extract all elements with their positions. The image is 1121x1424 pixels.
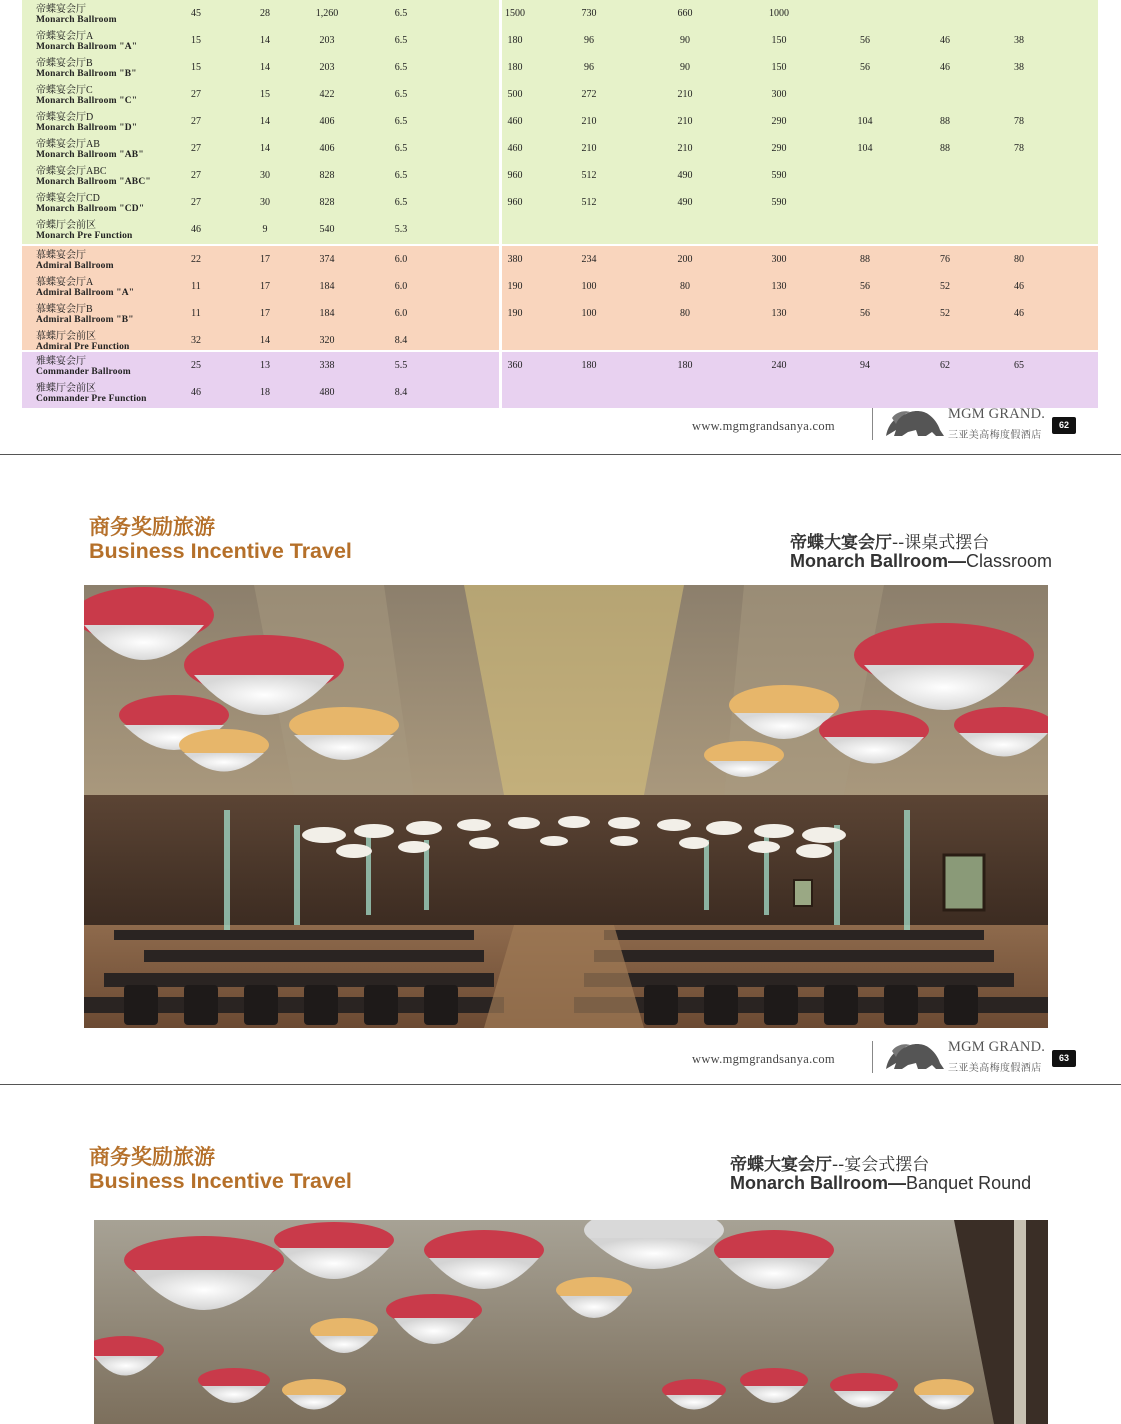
table-cell: 240: [771, 360, 787, 371]
table-cell: 14: [260, 62, 270, 73]
table-cell: 15: [191, 35, 201, 46]
table-cell: 22: [191, 254, 201, 265]
room-name-cn: 帝蝶厅会前区: [36, 220, 96, 231]
brand-name: MGM GRAND.: [948, 406, 1046, 422]
room-name-cn: 慕蝶宴会厅B: [36, 304, 93, 315]
room-name: [36, 86, 137, 106]
table-cell: 6.5: [394, 62, 408, 73]
table-cell: 90: [680, 35, 690, 46]
table-cell: 130: [771, 308, 787, 319]
table-cell: 512: [581, 170, 597, 181]
table-cell: 17: [260, 281, 270, 292]
table-cell: 88: [860, 254, 870, 265]
brand-name: MGM GRAND.: [948, 1039, 1046, 1055]
room-name-en: Monarch Ballroom "B": [36, 69, 137, 79]
table-cell: 14: [260, 35, 270, 46]
table-cell: 6.0: [394, 281, 408, 292]
table-cell: 32: [191, 335, 201, 346]
page-number: 62: [1052, 417, 1076, 434]
table-row: [22, 189, 1098, 216]
table-cell: 460: [507, 143, 523, 154]
room-name: [36, 167, 151, 187]
table-cell: 11: [191, 281, 201, 292]
table-cell: 78: [1014, 143, 1024, 154]
table-cell: 27: [191, 197, 201, 208]
room-name-en: Monarch Ballroom "C": [36, 96, 138, 106]
table-cell: 1500: [505, 8, 525, 19]
table-cell: 272: [581, 89, 597, 100]
room-name-cn: 慕蝶宴会厅A: [36, 277, 94, 288]
room-name-en: Monarch Ballroom "A": [36, 42, 138, 52]
ballroom-banquet-photo-icon: [94, 1220, 1048, 1424]
page-footer: [0, 1039, 1121, 1079]
table-cell: 6.5: [394, 170, 408, 181]
table-cell: 480: [319, 387, 335, 398]
table-row: [22, 108, 1098, 135]
table-cell: 490: [677, 170, 693, 181]
table-cell: 203: [319, 62, 335, 73]
room-name-en: Monarch Ballroom "ABC": [36, 177, 151, 187]
table-cell: 200: [677, 254, 693, 265]
table-cell: 590: [771, 170, 787, 181]
footer-divider: [872, 408, 873, 440]
table-row: [22, 135, 1098, 162]
table-cell: 80: [1014, 254, 1024, 265]
table-cell: 88: [940, 116, 950, 127]
table-cell: 27: [191, 89, 201, 100]
room-title-cn: [790, 528, 989, 553]
table-cell: 460: [507, 116, 523, 127]
table-cell: 210: [677, 89, 693, 100]
table-cell: 422: [319, 89, 335, 100]
page-number: 63: [1052, 1050, 1076, 1067]
room-name-cn: 帝蝶大宴会厅: [790, 533, 892, 553]
table-cell: 6.5: [394, 116, 408, 127]
table-cell: 290: [771, 143, 787, 154]
section-title-cn: 商务奖励旅游: [89, 515, 215, 539]
table-cell: 13: [260, 360, 270, 371]
table-cell: 56: [860, 35, 870, 46]
room-name-cn: 雅蝶厅会前区: [36, 383, 96, 394]
room-name-en: Commander Pre Function: [36, 394, 147, 404]
website-url[interactable]: www.mgmgrandsanya.com: [692, 419, 835, 433]
room-name: [36, 384, 147, 404]
table-cell: 960: [507, 170, 523, 181]
room-name: [36, 305, 134, 325]
room-name: [36, 221, 133, 241]
table-cell: 290: [771, 116, 787, 127]
room-name-en: Admiral Ballroom "A": [36, 288, 135, 298]
table-cell: 14: [260, 143, 270, 154]
room-title-en: [790, 551, 1052, 572]
table-cell: 46: [191, 224, 201, 235]
table-group-green: [22, 0, 1098, 244]
room-name-en: Monarch Ballroom "AB": [36, 150, 144, 160]
room-name-cn: 帝蝶宴会厅CD: [36, 193, 100, 204]
table-cell: 590: [771, 197, 787, 208]
table-cell: 62: [940, 360, 950, 371]
table-cell: 17: [260, 308, 270, 319]
footer-divider: [872, 1041, 873, 1073]
table-row: [22, 300, 1098, 327]
room-name-en: Commander Ballroom: [36, 367, 131, 377]
table-cell: 56: [860, 308, 870, 319]
table-cell: 374: [319, 254, 335, 265]
brand-subtitle: 三亚美高梅度假酒店: [948, 430, 1042, 441]
table-cell: 150: [771, 62, 787, 73]
table-cell: 11: [191, 308, 201, 319]
table-cell: 360: [507, 360, 523, 371]
table-cell: 25: [191, 360, 201, 371]
room-name: [36, 140, 144, 160]
room-name-en: Admiral Pre Function: [36, 342, 130, 352]
table-cell: 190: [507, 281, 523, 292]
table-cell: 100: [581, 308, 597, 319]
table-cell: 490: [677, 197, 693, 208]
ballroom-classroom-photo-icon: [84, 585, 1048, 1028]
table-cell: 130: [771, 281, 787, 292]
room-name: [36, 278, 134, 298]
capacity-table: [22, 0, 1098, 408]
room-name-en: Admiral Ballroom: [36, 261, 114, 271]
table-cell: 210: [677, 116, 693, 127]
table-cell: 17: [260, 254, 270, 265]
table-cell: 27: [191, 116, 201, 127]
room-name-cn: 帝蝶宴会厅ABC: [36, 166, 107, 177]
table-cell: 300: [771, 254, 787, 265]
table-cell: 45: [191, 8, 201, 19]
room-name-en: Monarch Ballroom "CD": [36, 204, 145, 214]
room-name: [36, 332, 130, 352]
section-title-en: Business Incentive Travel: [89, 1169, 352, 1193]
room-name-cn: 帝蝶大宴会厅: [730, 1155, 832, 1175]
table-row: [22, 216, 1098, 243]
table-cell: 180: [677, 360, 693, 371]
room-name-cn: 帝蝶宴会厅: [36, 4, 86, 15]
room-name: [36, 5, 117, 25]
table-cell: 30: [260, 170, 270, 181]
room-name-en: Monarch Ballroom "D": [36, 123, 138, 133]
table-row: [22, 81, 1098, 108]
lion-logo-icon: [882, 406, 946, 442]
table-cell: 65: [1014, 360, 1024, 371]
classroom-page: [0, 455, 1121, 1084]
table-cell: 6.5: [394, 197, 408, 208]
room-name-cn: 慕蝶厅会前区: [36, 331, 96, 342]
room-title-en: [730, 1173, 1031, 1194]
table-cell: 88: [940, 143, 950, 154]
setup-name-en: Classroom: [966, 551, 1053, 571]
table-cell: 46: [1014, 281, 1024, 292]
table-cell: 30: [260, 197, 270, 208]
table-cell: 320: [319, 335, 335, 346]
room-name-en: Admiral Ballroom "B": [36, 315, 134, 325]
table-cell: 6.5: [394, 143, 408, 154]
table-row: [22, 379, 1098, 406]
table-cell: 56: [860, 62, 870, 73]
table-cell: 6.5: [394, 35, 408, 46]
table-cell: 180: [581, 360, 597, 371]
table-cell: 406: [319, 116, 335, 127]
table-cell: 90: [680, 62, 690, 73]
lion-logo-icon: [882, 1039, 946, 1075]
room-name-cn: 慕蝶宴会厅: [36, 250, 86, 261]
table-cell: 94: [860, 360, 870, 371]
room-name: [36, 357, 131, 377]
table-cell: 184: [319, 281, 335, 292]
table-cell: 184: [319, 308, 335, 319]
table-cell: 96: [584, 62, 594, 73]
table-cell: 15: [191, 62, 201, 73]
brand-subtitle: 三亚美高梅度假酒店: [948, 1063, 1042, 1074]
section-title-cn: 商务奖励旅游: [89, 1145, 215, 1169]
table-cell: 180: [507, 35, 523, 46]
table-cell: 540: [319, 224, 335, 235]
table-cell: 380: [507, 254, 523, 265]
table-cell: 960: [507, 197, 523, 208]
table-cell: 104: [857, 116, 873, 127]
table-cell: 52: [940, 281, 950, 292]
table-cell: 46: [1014, 308, 1024, 319]
table-cell: 8.4: [394, 335, 408, 346]
table-row: [22, 54, 1098, 81]
table-cell: 46: [940, 62, 950, 73]
table-cell: 78: [1014, 116, 1024, 127]
table-cell: 38: [1014, 35, 1024, 46]
table-row: [22, 0, 1098, 27]
room-name: [36, 59, 137, 79]
capacity-table-page: [0, 0, 1121, 454]
table-row: [22, 246, 1098, 273]
table-cell: 15: [260, 89, 270, 100]
table-cell: 6.0: [394, 308, 408, 319]
table-cell: 6.5: [394, 89, 408, 100]
table-cell: 56: [860, 281, 870, 292]
table-cell: 46: [191, 387, 201, 398]
table-cell: 100: [581, 281, 597, 292]
table-cell: 14: [260, 116, 270, 127]
table-cell: 338: [319, 360, 335, 371]
table-row: [22, 352, 1098, 379]
room-name-en: Monarch Ballroom—: [730, 1173, 907, 1193]
table-cell: 5.3: [394, 224, 408, 235]
table-cell: 76: [940, 254, 950, 265]
table-group-purple: [22, 352, 1098, 408]
room-name: [36, 32, 137, 52]
table-cell: 80: [680, 281, 690, 292]
table-cell: 104: [857, 143, 873, 154]
table-cell: 150: [771, 35, 787, 46]
table-cell: 210: [581, 143, 597, 154]
table-cell: 27: [191, 143, 201, 154]
table-cell: 1,260: [315, 8, 339, 19]
table-cell: 234: [581, 254, 597, 265]
table-cell: 6.5: [394, 8, 408, 19]
table-cell: 96: [584, 35, 594, 46]
table-row: [22, 162, 1098, 189]
table-cell: 210: [581, 116, 597, 127]
room-name-cn: 雅蝶宴会厅: [36, 356, 86, 367]
room-name: [36, 251, 114, 271]
room-name-en: Monarch Ballroom—: [790, 551, 967, 571]
banquet-page: [0, 1085, 1121, 1424]
room-name-cn: 帝蝶宴会厅AB: [36, 139, 100, 150]
table-cell: 300: [771, 89, 787, 100]
website-url[interactable]: www.mgmgrandsanya.com: [692, 1052, 835, 1066]
table-cell: 660: [677, 8, 693, 19]
section-title-en: Business Incentive Travel: [89, 539, 352, 563]
table-cell: 730: [581, 8, 597, 19]
table-cell: 46: [940, 35, 950, 46]
table-row: [22, 327, 1098, 354]
page-footer: [0, 406, 1121, 446]
table-row: [22, 27, 1098, 54]
table-cell: 52: [940, 308, 950, 319]
table-cell: 406: [319, 143, 335, 154]
table-cell: 28: [260, 8, 270, 19]
table-cell: 14: [260, 335, 270, 346]
table-cell: 6.0: [394, 254, 408, 265]
table-cell: 9: [262, 224, 268, 235]
room-name-cn: 帝蝶宴会厅B: [36, 58, 93, 69]
table-row: [22, 273, 1098, 300]
room-name-cn: 帝蝶宴会厅D: [36, 112, 94, 123]
table-cell: 500: [507, 89, 523, 100]
table-cell: 828: [319, 170, 335, 181]
table-cell: 512: [581, 197, 597, 208]
table-cell: 1000: [769, 8, 789, 19]
table-cell: 27: [191, 170, 201, 181]
room-name-en: Monarch Pre Function: [36, 231, 133, 241]
table-cell: 80: [680, 308, 690, 319]
table-cell: 180: [507, 62, 523, 73]
table-cell: 18: [260, 387, 270, 398]
table-cell: 210: [677, 143, 693, 154]
room-name-cn: 帝蝶宴会厅C: [36, 85, 93, 96]
setup-name-cn: --宴会式摆台: [832, 1155, 930, 1175]
table-cell: 828: [319, 197, 335, 208]
setup-name-en: Banquet Round: [906, 1173, 1032, 1193]
table-cell: 5.5: [394, 360, 408, 371]
table-cell: 38: [1014, 62, 1024, 73]
setup-name-cn: --课桌式摆台: [892, 533, 990, 553]
room-name-en: Monarch Ballroom: [36, 15, 117, 25]
table-cell: 8.4: [394, 387, 408, 398]
table-cell: 203: [319, 35, 335, 46]
room-title-cn: [730, 1150, 929, 1175]
room-name-cn: 帝蝶宴会厅A: [36, 31, 94, 42]
table-cell: 190: [507, 308, 523, 319]
table-group-peach: [22, 246, 1098, 350]
room-name: [36, 113, 137, 133]
room-name: [36, 194, 144, 214]
